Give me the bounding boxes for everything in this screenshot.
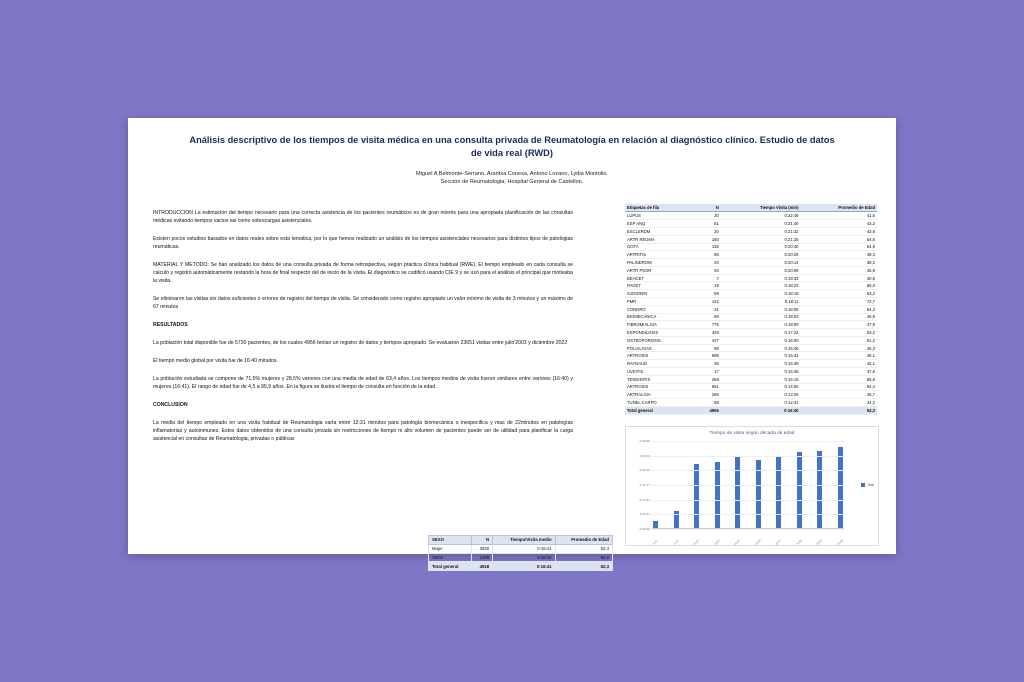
paragraph-background: Existen pocos estudios basados en datos reales sobre esta temática, por lo que hemos realizado un análisis de los tiempos asistenciales necesarios para distintos tipos de patologias reumáticas. — [153, 235, 573, 250]
table-cell: 31 — [696, 305, 721, 313]
table-row — [625, 243, 877, 251]
chart-x-tick-label: 60/70 — [775, 539, 783, 546]
chart-gridline — [652, 470, 844, 471]
table-header-row — [625, 204, 877, 212]
table-cell: UVEITIS — [625, 368, 696, 376]
table-cell: 45,9 — [801, 266, 878, 274]
authors-block — [128, 170, 896, 187]
table-cell: TUNEL CARPO — [625, 399, 696, 407]
chart-bar — [838, 447, 843, 529]
table-cell: 46,1 — [801, 352, 878, 360]
chart-y-tick-label: 0:26:00 — [639, 439, 650, 443]
chart-bar — [735, 457, 740, 529]
table-row — [625, 282, 877, 290]
col-visit-time: Tiempo Visita (min) — [721, 204, 801, 212]
table-cell: Varón — [429, 553, 472, 562]
body-text-column — [153, 210, 573, 454]
chart-y-tick-label: 0:11:31 — [639, 512, 650, 517]
table-cell: 0:16:40 — [493, 553, 555, 562]
table-cell: 36 — [696, 360, 721, 368]
chart-legend — [861, 483, 874, 487]
table-row — [429, 544, 613, 553]
chart-gridline — [652, 485, 844, 486]
table-cell: 4956 — [696, 406, 721, 414]
diagnosis-table-body — [625, 212, 877, 414]
table-cell: 0:18:11 — [721, 297, 801, 305]
chart-y-tick-label: 0:17:17 — [639, 483, 650, 487]
table-cell: 20 — [696, 227, 721, 235]
table-cell: 52,3 — [555, 562, 612, 571]
chart-x-tick-label: 80/90 — [816, 539, 824, 546]
table-cell: 46,3 — [801, 344, 878, 352]
table-cell: 19 — [696, 282, 721, 290]
table-cell: 0:21:32 — [721, 227, 801, 235]
table-cell: RAYNAUD — [625, 360, 696, 368]
chart-y-tick-label: 0:21:00 — [639, 468, 650, 473]
table-cell: LUPUS — [625, 212, 696, 220]
table-cell: 0:13:29 — [721, 391, 801, 399]
table-cell: 47,6 — [801, 368, 878, 376]
table-row — [625, 297, 877, 305]
table-cell: 61,2 — [801, 336, 878, 344]
table-cell: 52,2 — [555, 553, 612, 562]
table-cell: 1398 — [471, 553, 492, 562]
age-decade-chart — [625, 426, 879, 546]
table-row — [625, 344, 877, 352]
col-label: Etiquetas de fila — [625, 204, 696, 212]
legend-swatch-total — [861, 483, 865, 487]
chart-x-tick-label: 20/30 — [693, 539, 701, 546]
table-cell: 0:14:50 — [721, 383, 801, 391]
col-mean-age: Promedio de Edad — [801, 204, 878, 212]
table-cell: ESP ANQ — [625, 220, 696, 228]
table-total-row — [625, 406, 877, 414]
table-row — [429, 553, 613, 562]
table-cell: 0:15:39 — [721, 360, 801, 368]
table-cell: 0:15:15 — [721, 375, 801, 383]
table-cell: 0:19:32 — [721, 274, 801, 282]
table-cell: 62,4 — [801, 383, 878, 391]
table-row — [625, 220, 877, 228]
table-cell: BIOMECANICA — [625, 313, 696, 321]
chart-x-tick-label: 0/10 — [652, 539, 659, 546]
table-cell: 43,2 — [801, 220, 878, 228]
table-cell: 0:20:14 — [721, 259, 801, 267]
paragraph-intro: INTRODUCCION La estimación del tiempo necesario para una correcta asistencia de los pacientes reumáticos es de gran interés para una apropiada planificación de las consultas médicas evitando tiempos vacios asi como sobrecargas asistenciales. — [153, 210, 573, 224]
table-cell: BEHCET — [625, 274, 696, 282]
table-row — [625, 368, 877, 376]
table-cell: 160 — [696, 235, 721, 243]
table-cell: 86 — [696, 251, 721, 259]
affiliation-line: Sección de Reumatologia, Hospital General de Castellon. — [440, 179, 584, 186]
table-row — [625, 352, 877, 360]
table-cell: POLIALGIAS — [625, 344, 696, 352]
table-cell: 268 — [696, 375, 721, 383]
table-row — [625, 274, 877, 282]
table-cell: 0:18:00 — [721, 321, 801, 329]
table-cell: ESPONDILOSIS — [625, 329, 696, 337]
table-cell: 0:20:40 — [721, 243, 801, 251]
chart-x-tick-label: 10/20 — [672, 539, 680, 546]
table-row — [625, 399, 877, 407]
table-cell: 0:16:40 — [721, 406, 801, 414]
authors-line: Miguel A Belmonte-Serrano, Arantxa Conesa, Antono Lozano, Lydia Montolio. — [416, 170, 608, 177]
table-cell: 0:16:41 — [493, 562, 555, 571]
table-cell: ARTR REUMA — [625, 235, 696, 243]
col-sex: SEXO — [429, 536, 472, 545]
table-cell: Total general — [429, 562, 472, 571]
table-cell: 30 — [696, 212, 721, 220]
table-cell: 122 — [696, 297, 721, 305]
table-cell: 42,1 — [801, 360, 878, 368]
poster-page — [128, 118, 896, 569]
chart-y-tick-label: 0:14:24 — [639, 497, 650, 502]
table-cell: TENDINITIS — [625, 375, 696, 383]
table-cell: 64,3 — [801, 305, 878, 313]
table-cell: 72,7 — [801, 297, 878, 305]
table-cell: 7 — [696, 274, 721, 282]
chart-gridline — [652, 441, 844, 442]
table-cell: 17 — [696, 368, 721, 376]
table-cell: 52,3 — [801, 406, 878, 414]
sex-table-body — [429, 544, 613, 570]
table-cell: 429 — [696, 329, 721, 337]
table-cell: 0:16:41 — [493, 544, 555, 553]
table-cell: 52,4 — [555, 544, 612, 553]
legend-label-total: Total — [867, 483, 874, 487]
table-cell: PAGET — [625, 282, 696, 290]
chart-bar — [797, 452, 802, 529]
table-cell: 0:20:09 — [721, 266, 801, 274]
col-sex-age: Promedio de Edad — [555, 536, 612, 545]
table-row — [625, 266, 877, 274]
table-cell: 0:15:46 — [721, 344, 801, 352]
chart-x-tick-label: 50/60 — [754, 539, 762, 546]
heading-results: RESULTADOS — [153, 321, 188, 328]
sex-table-header-row — [429, 536, 613, 545]
table-cell: 39,2 — [801, 259, 878, 267]
chart-x-tick-label: 70/80 — [795, 539, 803, 546]
table-cell: GOTA — [625, 243, 696, 251]
chart-gridline — [652, 456, 844, 457]
col-sex-time: Tiempo/Visita medio — [493, 536, 555, 545]
chart-y-tick-label: 0:24:00 — [639, 453, 650, 458]
chart-x-tick-label: 30/40 — [713, 539, 721, 546]
table-cell: 98 — [696, 344, 721, 352]
table-row — [625, 313, 877, 321]
table-row — [625, 336, 877, 344]
table-row — [625, 259, 877, 267]
paragraph-sex-distribution: La población estudiada se compone de 71,5% mujeres y 28,5% varones con una media de edad de 63,4 años. Los tiempos medios de visita fueron similares entre varones (16:40) y mujeres (16:41). El rango de edad fue de 4,5 a 95,9 años. En la figura se ilustra el tiempo de consulta en función de la edad. — [153, 375, 573, 390]
table-cell: 0:15:36 — [721, 368, 801, 376]
paragraph-conclusion: La media del tiempo empleado en una visita habitual de Reumatologia varía entre 12:31 minutos para patología biomecánica o inespecifica y mas de 22minutos en patologías inflamatorias y autoinmunes. Estos datos obtenidos de una consulta privada sin restricciones de tiempo ni alto volumen de pacientes puede ser de utilidad para planificar la carga asistencial en consultas de Reumatologia, privadas o públicas — [153, 419, 573, 442]
chart-y-tick-label: 0:08:38 — [639, 527, 650, 531]
table-cell: ESCLERDM — [625, 227, 696, 235]
table-cell: 0:21:40 — [721, 220, 801, 228]
chart-bar — [776, 456, 781, 529]
table-cell: 55,5 — [801, 375, 878, 383]
chart-x-tick-label: 40/50 — [734, 539, 742, 546]
table-cell: FIBROMIALGIA — [625, 321, 696, 329]
chart-bar — [817, 451, 822, 529]
table-cell: ARTRALGIA — [625, 391, 696, 399]
table-cell: PALINDROM — [625, 259, 696, 267]
table-row — [625, 212, 877, 220]
table-cell: 0:22:49 — [721, 212, 801, 220]
sex-table — [428, 535, 613, 571]
table-cell: 0:18:03 — [721, 313, 801, 321]
table-cell: 0:18:15 — [721, 290, 801, 298]
chart-gridline — [652, 514, 844, 515]
table-cell: 3520 — [471, 544, 492, 553]
chart-gridline — [652, 500, 844, 501]
table-row — [625, 391, 877, 399]
chart-x-labels — [652, 541, 844, 544]
table-row — [625, 360, 877, 368]
table-cell: 53,2 — [801, 290, 878, 298]
table-cell: 54,5 — [801, 243, 878, 251]
paragraph-exclusions: Se eliminaron las visitas sin datos suficientes o errores de registro del tiempo de visita. Se considerado como registro apropiado un valor mínimo de visita de 3 minutos y un máximo de 67 minutos — [153, 295, 573, 310]
table-cell: OSTEOPOROSIS — [625, 336, 696, 344]
table-cell: 0:17:22 — [721, 329, 801, 337]
table-cell: 61 — [696, 220, 721, 228]
table-cell: 49,3 — [801, 251, 878, 259]
diagnosis-table — [625, 204, 877, 415]
paragraph-mean-time: El tiempo medio global por visita fue de 16:40 minutos. — [153, 357, 278, 364]
table-cell: 53,2 — [801, 329, 878, 337]
table-cell: SJOGREN — [625, 290, 696, 298]
table-cell: ARTR PSOR — [625, 266, 696, 274]
table-cell: Total general — [625, 406, 696, 414]
table-cell: 0:18:05 — [721, 305, 801, 313]
table-row — [625, 227, 877, 235]
table-cell: 47,9 — [801, 321, 878, 329]
chart-x-axis — [652, 528, 844, 529]
table-cell: 41,5 — [801, 212, 878, 220]
table-cell: 437 — [696, 336, 721, 344]
table-cell: 0:16:00 — [721, 336, 801, 344]
table-cell: CONDRO — [625, 305, 696, 313]
table-cell: 136 — [696, 243, 721, 251]
table-row — [625, 321, 877, 329]
table-cell: 0:20:29 — [721, 251, 801, 259]
table-cell: 265 — [696, 391, 721, 399]
table-cell: 4918 — [471, 562, 492, 571]
table-cell: 46,9 — [801, 313, 878, 321]
table-row — [625, 235, 877, 243]
table-cell: 54,8 — [801, 235, 878, 243]
paragraph-methods: MATERIAL Y METODO: Se han analizado los datos de una consulta privada de forma retrospectiva, según práctica clínica habitual (RWE). El tiempo empleado en cada consulta se calculó y registró automáticamente restando la hora de final respecto del de inicio de la visita. El diagnóstico se codificó usando CIE 9 y se usó para el análisis el principal que motivaba la visita. — [153, 261, 573, 284]
table-cell: 65,0 — [801, 282, 878, 290]
table-cell: 0:12:31 — [721, 399, 801, 407]
chart-gridline — [652, 529, 844, 530]
table-cell: 69 — [696, 313, 721, 321]
table-cell: PMR — [625, 297, 696, 305]
table-cell: 661 — [696, 383, 721, 391]
table-row — [625, 251, 877, 259]
sex-table-total-row — [429, 562, 613, 571]
table-cell: 0:21:25 — [721, 235, 801, 243]
col-sex-n: N — [471, 536, 492, 545]
chart-bar — [694, 464, 699, 529]
page-title: Análisis descriptivo de los tiempos de visita médica en una consulta privada de Reumatología en relación al diagnóstico clínico. Estudio de datos de vida real (RWD) — [189, 135, 835, 159]
table-cell: 59 — [696, 290, 721, 298]
table-row — [625, 305, 877, 313]
chart-bar — [715, 462, 720, 529]
chart-plot-area — [639, 439, 844, 531]
table-cell: 999 — [696, 352, 721, 360]
table-cell: Mujer — [429, 544, 472, 553]
chart-x-tick-label: 90/99 — [836, 539, 844, 546]
table-cell: ARTRITIS — [625, 251, 696, 259]
table-cell: 20 — [696, 259, 721, 267]
table-cell: 0:15:43 — [721, 352, 801, 360]
table-cell: 93 — [696, 266, 721, 274]
table-row — [625, 375, 877, 383]
table-cell: 775 — [696, 321, 721, 329]
table-cell: 43,8 — [801, 227, 878, 235]
table-cell: 58 — [696, 399, 721, 407]
table-cell: ARTROSIS — [625, 383, 696, 391]
table-cell: 40,6 — [801, 274, 878, 282]
table-row — [625, 383, 877, 391]
paragraph-population: La población total disponible fue de 5730 pacientes, de los cuales 4956 tenían un registro de datos y tiempos apropiado. Se evaluaron 23651 visitas entre julio'2003 y diciembre 2022 — [153, 339, 568, 346]
table-cell: 45,7 — [801, 391, 878, 399]
table-cell: 0:18:23 — [721, 282, 801, 290]
table-row — [625, 329, 877, 337]
table-cell: 44,2 — [801, 399, 878, 407]
table-cell: ARTROSIS — [625, 352, 696, 360]
table-row — [625, 290, 877, 298]
chart-title: Tiempo de visita según década de edad — [709, 431, 795, 436]
col-n: N — [696, 204, 721, 212]
heading-conclusion: CONCLUSION — [153, 401, 188, 408]
